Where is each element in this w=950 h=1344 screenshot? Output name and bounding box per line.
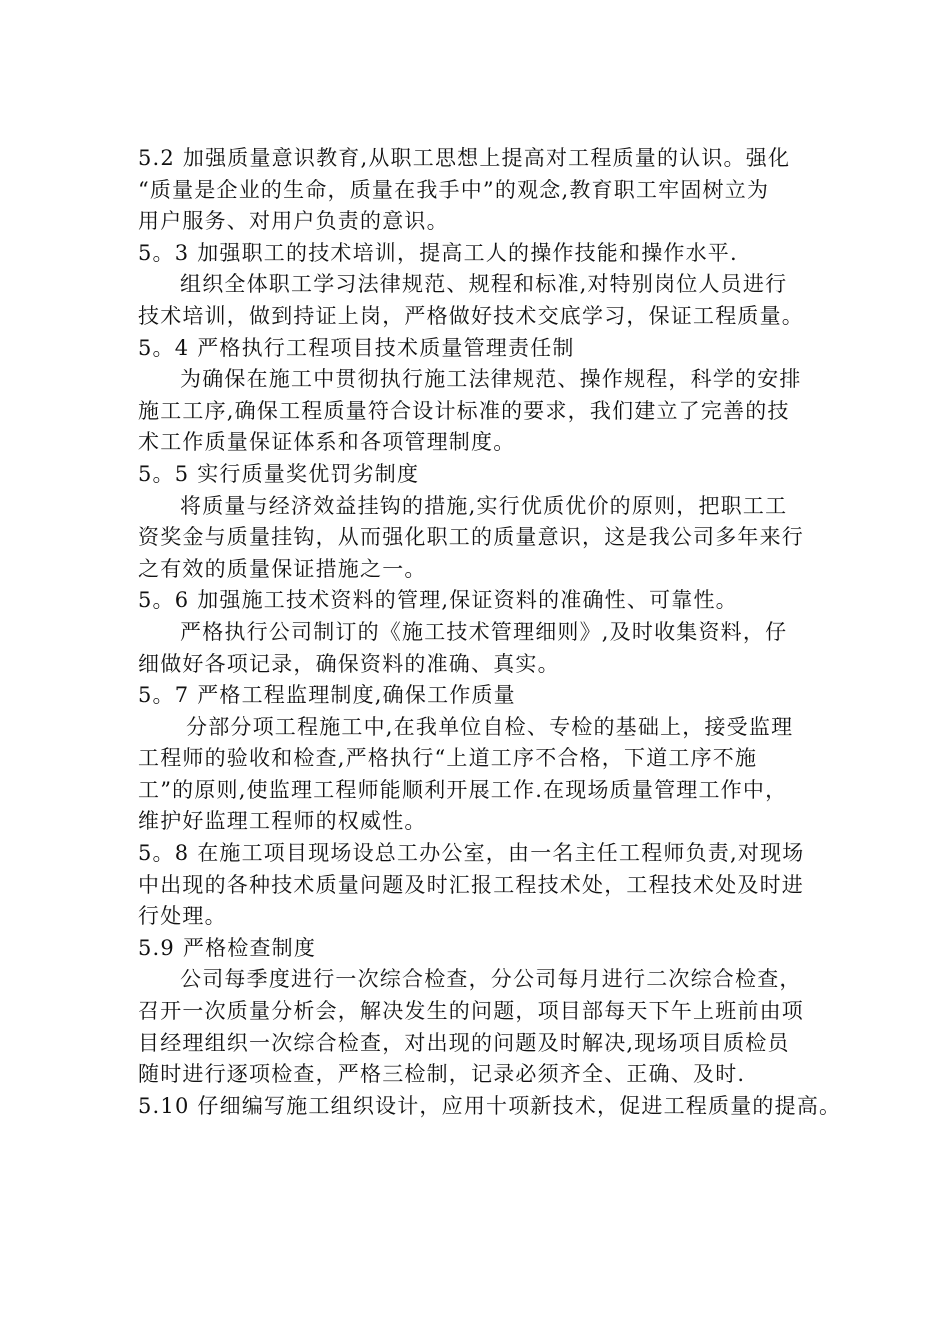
text-line: 目经理组织一次综合检查，对出现的问题及时解决,现场项目质检员: [138, 1030, 790, 1055]
text-line: 组织全体职工学习法律规范、规程和标准,对特别岗位人员进行: [180, 272, 788, 297]
section-heading: 5。4 严格执行工程项目技术质量管理责任制: [138, 335, 575, 360]
section-heading: 5.10 仔细编写施工组织设计，应用十项新技术，促进工程质量的提高。: [138, 1093, 842, 1118]
text-line: 技术培训，做到持证上岗，严格做好技术交底学习，保证工程质量。: [138, 303, 804, 328]
text-line: 施工工序,确保工程质量符合设计标准的要求，我们建立了完善的技: [138, 398, 790, 423]
text-line: 工程师的验收和检查,严格执行“上道工序不合格，下道工序不施: [138, 746, 758, 771]
text-line: 术工作质量保证体系和各项管理制度。: [138, 430, 516, 455]
text-line: 维护好监理工程师的权威性。: [138, 809, 427, 834]
text-line: 工”的原则,使监理工程师能顺利开展工作.在现场质量管理工作中，: [138, 777, 788, 802]
text-line: 中出现的各种技术质量问题及时汇报工程技术处，工程技术处及时进: [138, 872, 804, 897]
text-line: 公司每季度进行一次综合检查，分公司每月进行二次综合检查，: [180, 967, 802, 992]
text-line: 行处理。: [138, 904, 227, 929]
text-line: 严格执行公司制订的《施工技术管理细则》,及时收集资料，仔: [180, 619, 788, 644]
text-line: 用户服务、对用户负责的意识。: [138, 209, 449, 234]
text-line: 之有效的质量保证措施之一。: [138, 556, 427, 581]
text-line: 资奖金与质量挂钩，从而强化职工的质量意识，这是我公司多年来行: [138, 525, 804, 550]
section-heading: 5.9 严格检查制度: [138, 935, 317, 960]
section-heading: 5。5 实行质量奖优罚劣制度: [138, 461, 420, 486]
text-line: 召开一次质量分析会，解决发生的问题，项目部每天下午上班前由项: [138, 999, 804, 1024]
text-line: 将质量与经济效益挂钩的措施,实行优质优价的原则，把职工工: [180, 493, 788, 518]
text-line: 随时进行逐项检查，严格三检制，记录必须齐全、正确、及时.: [138, 1062, 746, 1087]
text-line: 细做好各项记录，确保资料的准确、真实。: [138, 651, 560, 676]
section-heading: 5。6 加强施工技术资料的管理,保证资料的准确性、可靠性。: [138, 588, 738, 613]
section-heading: 5。8 在施工项目现场设总工办公室，由一名主任工程师负责,对现场: [138, 841, 805, 866]
text-line: “质量是企业的生命，质量在我手中”的观念,教育职工牢固树立为: [138, 177, 770, 202]
text-line: 5.2 加强质量意识教育,从职工思想上提高对工程质量的认识。强化: [138, 146, 791, 170]
document-body: [138, 143, 842, 1122]
section-heading: 5。3 加强职工的技术培训，提高工人的操作技能和操作水平.: [138, 240, 738, 265]
text-line: 为确保在施工中贯彻执行施工法律规范、操作规程，科学的安排: [180, 367, 802, 392]
section-heading: 5。7 严格工程监理制度,确保工作质量: [138, 683, 516, 708]
text-line: 分部分项工程施工中,在我单位自检、专检的基础上，接受监理: [186, 714, 794, 739]
